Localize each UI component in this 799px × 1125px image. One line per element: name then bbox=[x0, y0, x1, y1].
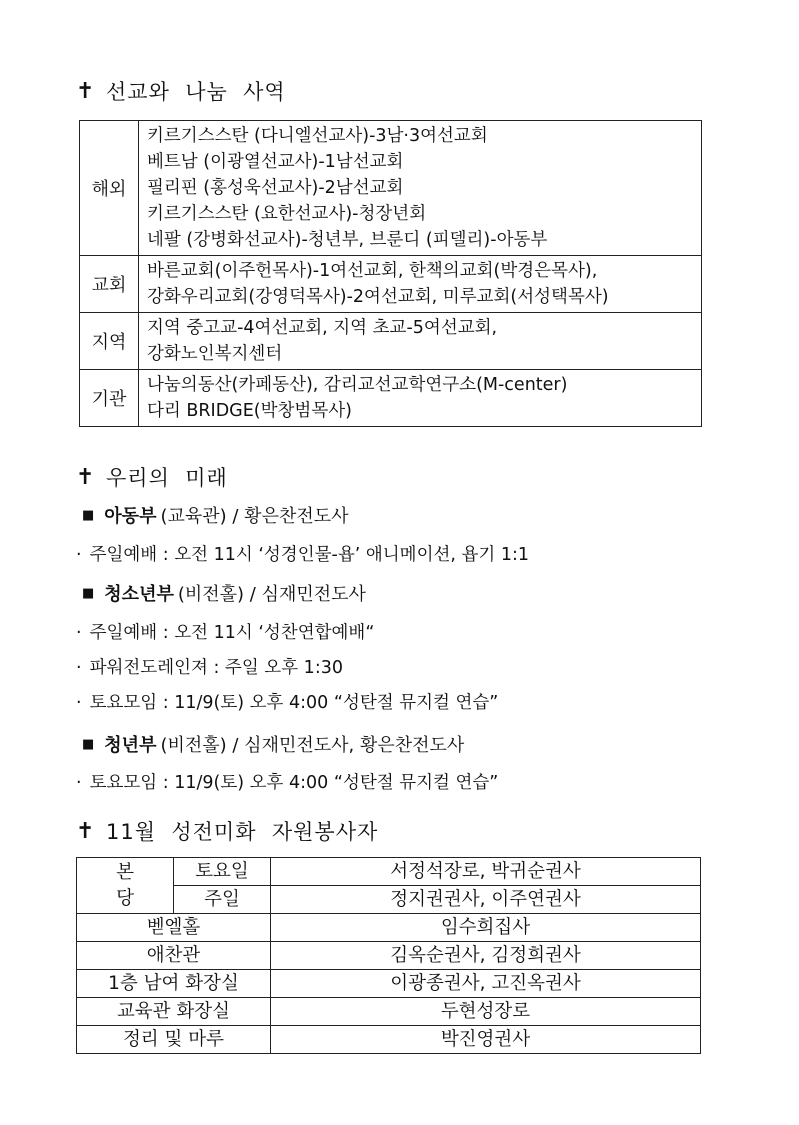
mission-line: 지역 중고교-4여선교회, 지역 초교-5여선교회, bbox=[147, 318, 498, 338]
volunteer-place: 1층 남여 화장실 bbox=[77, 970, 271, 998]
cross-icon: ✝ bbox=[76, 78, 96, 104]
mission-row-region bbox=[80, 313, 702, 370]
mission-table bbox=[79, 120, 702, 427]
mission-category: 해외 bbox=[80, 121, 139, 256]
mission-content bbox=[139, 370, 702, 427]
schedule-line bbox=[76, 619, 374, 644]
volunteer-names: 박진영권사 bbox=[271, 1026, 701, 1054]
volunteer-place: 정리 및 마루 bbox=[77, 1026, 271, 1054]
square-bullet-icon: ■ bbox=[82, 585, 95, 601]
volunteer-row bbox=[77, 858, 701, 886]
schedule-text: 토요모임 : 11/9(토) 오후 4:00 “성탄절 뮤지컬 연습” bbox=[89, 693, 499, 713]
volunteer-row bbox=[77, 914, 701, 942]
day-label: 주일 bbox=[174, 886, 271, 914]
volunteer-row bbox=[77, 970, 701, 998]
mission-category: 기관 bbox=[80, 370, 139, 427]
dept-detail: (교육관) / 황은찬전도사 bbox=[160, 506, 349, 527]
square-bullet-icon: ■ bbox=[82, 736, 95, 752]
children-dept-heading bbox=[82, 502, 349, 528]
mission-line: 다리 BRIDGE(박창범목사) bbox=[147, 401, 352, 421]
schedule-text: 주일예배 : 오전 11시 ‘성찬연합예배“ bbox=[89, 623, 375, 643]
mission-content bbox=[139, 121, 702, 256]
mission-line: 필리핀 (홍성욱선교사)-2남선교회 bbox=[147, 178, 404, 198]
main-hall-label bbox=[77, 858, 174, 914]
volunteer-names: 이광종권사, 고진옥권사 bbox=[271, 970, 701, 998]
dept-detail: (비전홀) / 심재민전도사, 황은찬전도사 bbox=[160, 735, 465, 756]
mission-line: 강화우리교회(강영덕목사)-2여선교회, 미루교회(서성택목사) bbox=[147, 287, 609, 307]
mission-line: 키르기스스탄 (다니엘선교사)-3남·3여선교회 bbox=[147, 126, 488, 146]
square-bullet-icon: ■ bbox=[82, 507, 95, 523]
dot-bullet-icon: · bbox=[76, 623, 82, 643]
schedule-line bbox=[76, 689, 498, 714]
youth-dept-heading bbox=[82, 580, 366, 606]
main-hall-label-top: 본 bbox=[116, 861, 134, 883]
young-adults-dept-heading bbox=[82, 731, 464, 757]
dept-name: 청소년부 bbox=[104, 584, 174, 605]
schedule-text: 파워전도레인져 : 주일 오후 1:30 bbox=[89, 658, 343, 678]
mission-category: 지역 bbox=[80, 313, 139, 370]
mission-line: 강화노인복지센터 bbox=[147, 344, 283, 364]
mission-row-church bbox=[80, 256, 702, 313]
dept-name: 아동부 bbox=[104, 506, 157, 527]
volunteers-section-title bbox=[76, 816, 378, 846]
volunteer-names: 임수희집사 bbox=[271, 914, 701, 942]
dept-detail: (비전홀) / 심재민전도사 bbox=[177, 584, 366, 605]
schedule-text: 토요모임 : 11/9(토) 오후 4:00 “성탄절 뮤지컬 연습” bbox=[89, 773, 499, 793]
volunteer-row bbox=[77, 1026, 701, 1054]
schedule-line bbox=[76, 769, 498, 794]
cross-icon: ✝ bbox=[76, 818, 96, 844]
volunteer-row bbox=[77, 998, 701, 1026]
mission-line: 네팔 (강병화선교사)-청년부, 브룬디 (피델리)-아동부 bbox=[147, 230, 548, 250]
schedule-text: 주일예배 : 오전 11시 ‘성경인물-욥’ 애니메이션, 욥기 1:1 bbox=[89, 545, 530, 565]
mission-content bbox=[139, 313, 702, 370]
volunteer-names: 정지권권사, 이주연권사 bbox=[271, 886, 701, 914]
cross-icon: ✝ bbox=[76, 464, 96, 490]
volunteer-names: 두현성장로 bbox=[271, 998, 701, 1026]
mission-category: 교회 bbox=[80, 256, 139, 313]
main-hall-label-bottom: 당 bbox=[116, 887, 134, 909]
volunteer-names: 서정석장로, 박귀순권사 bbox=[271, 858, 701, 886]
volunteer-place: 교육관 화장실 bbox=[77, 998, 271, 1026]
schedule-line bbox=[76, 541, 529, 566]
volunteer-place: 애찬관 bbox=[77, 942, 271, 970]
volunteer-names: 김옥순권사, 김정희권사 bbox=[271, 942, 701, 970]
volunteer-row bbox=[77, 942, 701, 970]
mission-row-institution bbox=[80, 370, 702, 427]
mission-line: 키르기스스탄 (요한선교사)-청장년회 bbox=[147, 204, 427, 224]
dot-bullet-icon: · bbox=[76, 693, 82, 713]
mission-line: 베트남 (이광열선교사)-1남선교회 bbox=[147, 152, 404, 172]
future-section-title bbox=[76, 462, 228, 492]
dot-bullet-icon: · bbox=[76, 773, 82, 793]
schedule-line bbox=[76, 654, 343, 679]
future-title-text: 우리의 미래 bbox=[106, 466, 228, 490]
dot-bullet-icon: · bbox=[76, 658, 82, 678]
dept-name: 청년부 bbox=[104, 735, 157, 756]
day-label: 토요일 bbox=[174, 858, 271, 886]
mission-line: 나눔의동산(카페동산), 감리교선교학연구소(M-center) bbox=[147, 375, 568, 395]
volunteers-table bbox=[76, 857, 701, 1054]
volunteer-place: 벧엘홀 bbox=[77, 914, 271, 942]
dot-bullet-icon: · bbox=[76, 545, 82, 565]
mission-content bbox=[139, 256, 702, 313]
mission-section-title bbox=[76, 76, 286, 106]
mission-line: 바른교회(이주헌목사)-1여선교회, 한책의교회(박경은목사), bbox=[147, 261, 598, 281]
mission-row-overseas bbox=[80, 121, 702, 256]
volunteers-title-text: 11월 성전미화 자원봉사자 bbox=[106, 820, 379, 844]
mission-title-text: 선교와 나눔 사역 bbox=[106, 80, 286, 104]
